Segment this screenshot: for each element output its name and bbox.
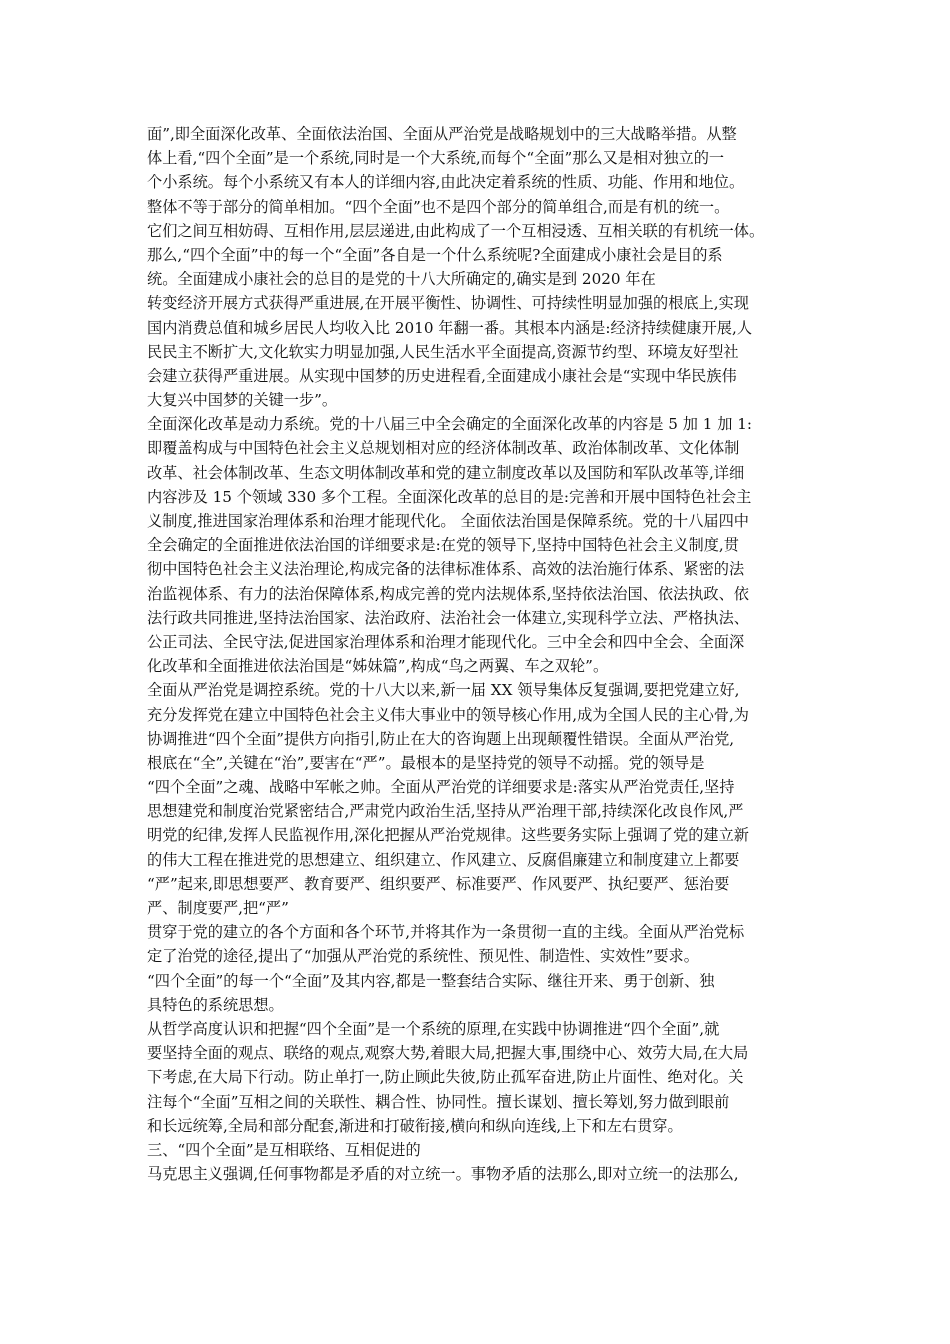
text-line: 体上看,“四个全面”是一个系统,同时是一个大系统,而每个“全面”那么又是相对独立的一	[147, 149, 725, 168]
text-line: 会建立获得严重进展。从实现中国梦的历史进程看,全面建成小康社会是“实现中华民族伟	[147, 366, 737, 385]
text-line: 充分发挥党在建立中国特色社会主义伟大事业中的领导核心作用,成为全国人民的主心骨,为	[147, 705, 749, 724]
text-line: 注每个“全面”互相之间的关联性、耦合性、协同性。擅长谋划、擅长筹划,努力做到眼前	[147, 1092, 730, 1111]
text-line: 化改革和全面推进依法治国是“姊妹篇”,构成“鸟之两翼、车之双轮”。	[147, 657, 609, 676]
text-line: 国内消费总值和城乡居民人均收入比 2010 年翻一番。其根本内涵是:经济持续健康开展,人	[147, 318, 753, 337]
text-line: 内容涉及 15 个领域 330 多个工程。全面深化改革的总目的是:完善和开展中国特色社会主	[147, 487, 752, 506]
text-line: 明党的纪律,发挥人民监视作用,深化把握从严治党规律。这些要务实际上强调了党的建立新	[147, 826, 749, 845]
text-line: 治监视体系、有力的法治保障体系,构成完善的党内法规体系,坚持依法治国、依法执政、依	[147, 584, 749, 603]
text-line: 全会确定的全面推进依法治国的详细要求是:在党的领导下,坚持中国特色社会主义制度,贯	[147, 536, 739, 555]
text-line: 彻中国特色社会主义法治理论,构成完备的法律标准体系、高效的法治施行体系、紧密的法	[147, 560, 745, 579]
text-line: 个小系统。每个小系统又有本人的详细内容,由此决定着系统的性质、功能、作用和地位。	[147, 173, 745, 192]
text-line: 公正司法、全民守法,促进国家治理体系和治理才能现代化。三中全会和四中全会、全面深	[147, 632, 745, 651]
text-line: “四个全面”之魂、战略中军帐之帅。全面从严治党的详细要求是:落实从严治党责任,坚持	[147, 778, 735, 797]
text-line: 的伟大工程在推进党的思想建立、组织建立、作风建立、反腐倡廉建立和制度建立上都要	[147, 850, 740, 869]
text-line: 从哲学高度认识和把握“四个全面”是一个系统的原理,在实践中协调推进“四个全面”,就	[147, 1019, 720, 1038]
text-line: 定了治党的途径,提出了“加强从严治党的系统性、预见性、制造性、实效性”要求。	[147, 947, 699, 966]
text-line: 大复兴中国梦的关键一步”。	[147, 391, 338, 410]
text-line: 协调推进“四个全面”提供方向指引,防止在大的咨询题上出现颠覆性错误。全面从严治党,	[147, 729, 735, 748]
text-line: 整体不等于部分的简单相加。“四个全面”也不是四个部分的简单组合,而是有机的统一。	[147, 197, 730, 216]
text-line: 改革、社会体制改革、生态文明体制改革和党的建立制度改革以及国防和军队改革等,详细	[147, 463, 745, 482]
text-line: 和长远统筹,全局和部分配套,渐进和打破衔接,横向和纵向连线,上下和左右贯穿。	[147, 1116, 683, 1135]
text-line: 贯穿于党的建立的各个方面和各个环节,并将其作为一条贯彻一直的主线。全面从严治党标	[147, 923, 745, 942]
text-line: 面”,即全面深化改革、全面依法治国、全面从严治党是战略规划中的三大战略举措。从整	[147, 125, 737, 143]
body-text	[147, 122, 817, 1186]
text-line: 全面深化改革是动力系统。党的十八届三中全会确定的全面深化改革的内容是 5 加 1 加 1:	[147, 415, 752, 434]
text-line: 马克思主义强调,任何事物都是矛盾的对立统一。事物矛盾的法那么,即对立统一的法那么,	[147, 1165, 739, 1184]
text-line: 民民主不断扩大,文化软实力明显加强,人民生活水平全面提高,资源节约型、环境友好型社	[147, 342, 739, 361]
text-line: “严”起来,即思想要严、教育要严、组织要严、标准要严、作风要严、执纪要严、惩治要	[147, 874, 730, 893]
text-line: 具特色的系统思想。	[147, 995, 284, 1014]
text-line: 法行政共同推进,坚持法治国家、法治政府、法治社会一体建立,实现科学立法、严格执法、	[147, 608, 749, 627]
text-line: 思想建党和制度治党紧密结合,严肃党内政治生活,坚持从严治理干部,持续深化改良作风,严	[147, 802, 744, 821]
text-line: 义制度,推进国家治理体系和治理才能现代化。 全面依法治国是保障系统。党的十八届四中	[147, 512, 749, 530]
text-line: 根底在“全”,关键在“治”,要害在“严”。最根本的是坚持党的领导不动摇。党的领导是	[147, 753, 705, 772]
text-line: 即覆盖构成与中国特色社会主义总规划相对应的经济体制改革、政治体制改革、文化体制	[147, 439, 740, 458]
text-line: 要坚持全面的观点、联络的观点,观察大势,着眼大局,把握大事,围绕中心、效劳大局,在大局	[147, 1044, 749, 1063]
text-line: 三、“四个全面”是互相联络、互相促进的	[147, 1140, 421, 1159]
text-line: 严、制度要严,把“严”	[147, 899, 289, 917]
text-line: “四个全面”的每一个“全面”及其内容,都是一整套结合实际、继往开来、勇于创新、独	[147, 971, 715, 990]
text-line: 那么,“四个全面”中的每一个“全面”各自是一个什么系统呢?全面建成小康社会是目的系	[147, 245, 723, 264]
text-line: 下考虑,在大局下行动。防止单打一,防止顾此失彼,防止孤军奋进,防止片面性、绝对化。关	[147, 1068, 744, 1087]
text-line: 全面从严治党是调控系统。党的十八大以来,新一届 XX 领导集体反复强调,要把党建立好,	[147, 681, 740, 700]
text-line: 它们之间互相妨碍、互相作用,层层递进,由此构成了一个互相浸透、互相关联的有机统一体。	[147, 221, 765, 240]
text-line: 统。全面建成小康社会的总目的是党的十八大所确定的,确实是到 2020 年在	[147, 270, 656, 289]
text-line: 转变经济开展方式获得严重进展,在开展平衡性、协调性、可持续性明显加强的根底上,实现	[147, 294, 749, 313]
